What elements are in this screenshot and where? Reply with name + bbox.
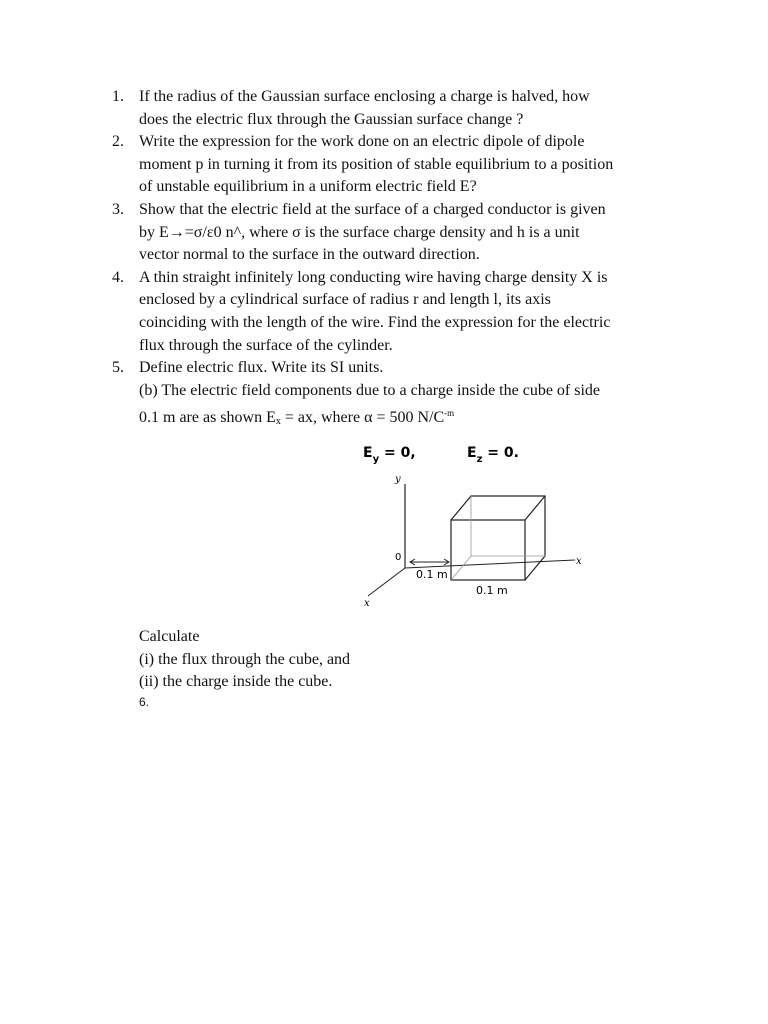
- x-axis: [405, 560, 575, 568]
- text-line: coinciding with the length of the wire. Find the expression for the electric: [139, 313, 611, 331]
- question-5: [112, 357, 692, 434]
- text-line: of unstable equilibrium in a uniform electric field E?: [139, 178, 477, 196]
- x-axis-label: x: [576, 556, 582, 567]
- cube-hidden-edges: [451, 556, 545, 580]
- text-line: Define electric flux. Write its SI units.: [139, 359, 384, 377]
- question-number: 4.: [112, 268, 124, 286]
- y-axis-label: y: [395, 474, 401, 485]
- text-line: (b) The electric field components due to a charge inside the cube of side: [139, 381, 601, 399]
- text-line: A thin straight infinitely long conducting wire having charge density X is: [139, 268, 608, 286]
- question-text: [139, 199, 692, 267]
- question-number: 2.: [112, 133, 124, 151]
- subscript: x: [275, 416, 281, 428]
- question-number: 3.: [112, 200, 124, 218]
- question-4: [112, 267, 692, 357]
- text-line: Show that the electric field at the surface of a charged conductor is given: [139, 200, 606, 218]
- question-text: [139, 131, 692, 199]
- calculate-title: Calculate: [139, 628, 200, 645]
- ey-equation: $E_y = 0$,: [363, 445, 416, 465]
- question-text: [139, 86, 692, 131]
- question-1: [112, 86, 692, 131]
- calculate-part-2: (ii) the charge inside the cube.: [139, 673, 333, 691]
- calculate-section: [139, 626, 350, 694]
- text-fragment: 0.1 m are as shown E: [139, 409, 276, 427]
- text-line: If the radius of the Gaussian surface enclosing a charge is halved, how: [139, 88, 590, 105]
- question-number: 5.: [112, 359, 124, 377]
- cube-figure: [355, 438, 590, 613]
- superscript: -m: [444, 408, 455, 419]
- question-list: [112, 86, 692, 434]
- text-line: moment p in turning it from its position of stable equilibrium to a position: [139, 155, 614, 173]
- question-3: [112, 199, 692, 267]
- z-axis: [368, 568, 405, 596]
- dimension-label-bottom: 0.1 m: [476, 584, 508, 597]
- text-line: enclosed by a cylindrical surface of radius r and length l, its axis: [139, 291, 551, 309]
- ez-equation: $E_z = 0$.: [467, 445, 519, 465]
- origin-label: 0: [395, 552, 402, 563]
- text-line: [139, 402, 692, 434]
- cube-edge: [525, 496, 545, 520]
- question-text: [139, 267, 692, 357]
- next-question-number: 6.: [139, 695, 150, 709]
- text-line: Write the expression for the work done on an electric dipole of dipole: [139, 133, 585, 151]
- dimension-label-left: 0.1 m: [416, 568, 448, 581]
- cube-front-face: [451, 520, 525, 580]
- cube-back-edges: [451, 496, 545, 580]
- question-2: [112, 131, 692, 199]
- cube-diagram: [355, 438, 590, 613]
- text-fragment: = ax, where α = 500 N/C: [280, 409, 445, 427]
- text-line: flux through the surface of the cylinder.: [139, 336, 393, 354]
- question-number: 1.: [112, 88, 124, 105]
- text-line: vector normal to the surface in the outward direction.: [139, 246, 480, 264]
- question-text: [139, 357, 692, 434]
- text-line: by E→=σ/ε0 n^, where σ is the surface charge density and h is a unit: [139, 223, 580, 241]
- calculate-part-1: (i) the flux through the cube, and: [139, 650, 351, 668]
- text-line: does the electric flux through the Gaussian surface change ?: [139, 110, 524, 128]
- diagonal-axis-label: x: [364, 598, 370, 609]
- cube: [451, 496, 545, 580]
